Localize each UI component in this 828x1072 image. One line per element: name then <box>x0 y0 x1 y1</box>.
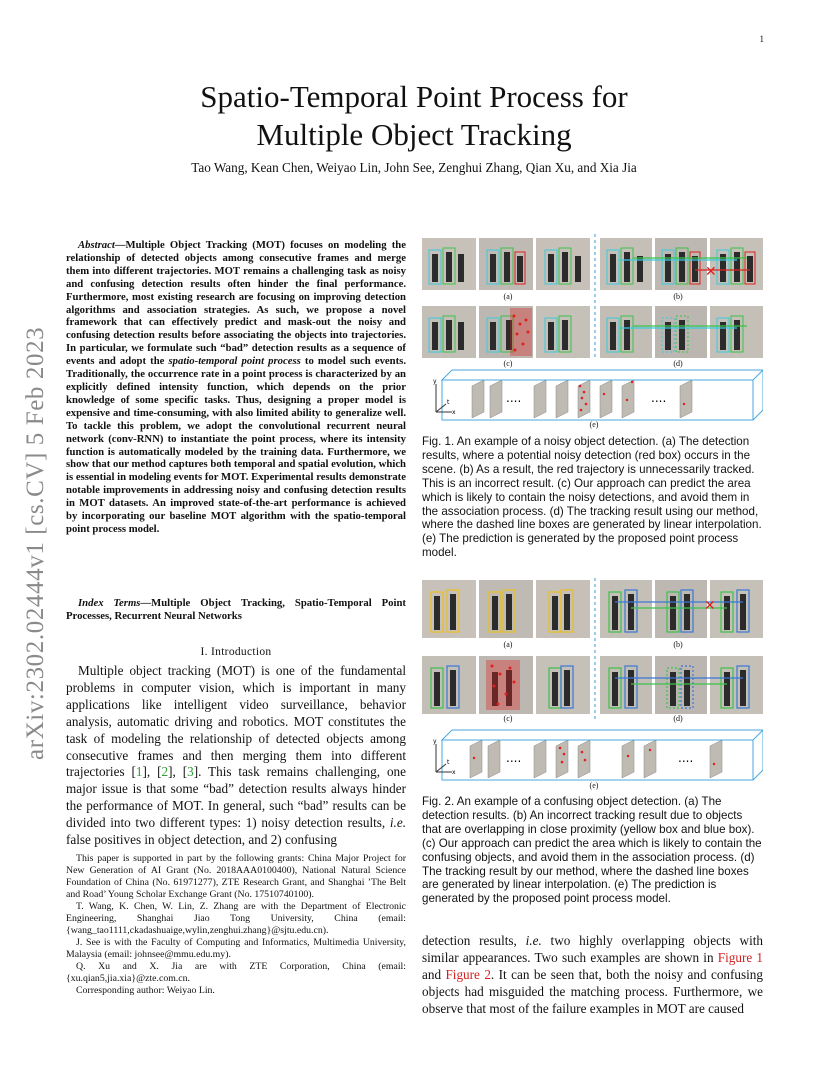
intro-text-1: Multiple object tracking (MOT) is one of the fundamental problems in computer vision, which is important in many applications like intelligent video surveillance, behavior analysis, automatic driving and robotics. MOT constitutes the task of modeling the relationship of detected objects among consecutive frames and then merging them into different trajectories <box>66 663 406 780</box>
abstract <box>66 239 406 536</box>
figure-1-link[interactable]: Figure 1 <box>717 949 763 965</box>
predicted-confusion-region <box>486 660 520 710</box>
abstract-text-2: to model such events. Traditionally, the occurrence rate in a point process is characterized by an explicitly defined intensity function, which depends on the prior knowledge of some specific tasks. Thus, designing a proper model is expensive and time-consuming, with also limited ability to generalize well. To tackle this problem, we adopt the convolutional recurrent neural network (conv-RNN) to instantiate the point process, where its intensity function is automatically modeled by the training data. Furthermore, we show that our method captures both temporal and spatial evolution, which is essential in modeling events for MOT. Experimental results demonstrate notable improvements in addressing noisy and confusing detection results in MOT datasets. An improved state-of-the-art performance is achieved by incorporating our baseline MOT algorithm with the spatio-temporal point process model. <box>66 355 406 535</box>
ellipsis-1: .... <box>506 391 522 405</box>
abstract-label: Abstract <box>78 239 115 251</box>
fig1-label-e: (e) <box>589 420 599 429</box>
footnote-mmu: J. See is with the Faculty of Computing and Informatics, Multimedia University, Malaysia (email: johnsee@mmu.edu.my). <box>66 937 406 960</box>
figure-2 <box>422 578 763 791</box>
right-text-1: detection results, <box>422 933 526 948</box>
right-text-2: two highly overlapping objects with similar appearances. Two such examples are shown in <box>422 933 763 965</box>
figure-2-caption: Fig. 2. An example of a confusing object detection. (a) The detection results. (b) An incorrect tracking result due to objects that are overlapping in close proximity (yellow box and blue box). (c) Our approach can predict the area which is likely to contain the confusing objects, and avoid them in the association process. (d) The tracking result by our method, where the dashed line boxes are generated by linear interpolation. (e) The prediction is generated by the proposed point process model. <box>422 795 762 906</box>
intro-ie: i.e. <box>389 815 406 831</box>
figure-1-row-cd <box>422 306 763 358</box>
ellipsis-1: .... <box>506 751 522 765</box>
abstract-text-1: —Multiple Object Tracking (MOT) focuses on modeling the relationship of detected objects among consecutive frames and merge them into different trajectories. MOT remains a challenging task as noisy and confusing detection results often hinder the final performance. Furthermore, most existing research are focusing on improving detection algorithms and association strategies. As such, we propose a novel framework that can effectively predict and mask-out the noisy and confusing detection results before associating the objects into trajectories. In particular, we formulate such “bad” detection results as a sequence of events and adopt the <box>66 239 406 368</box>
index-terms <box>66 597 406 623</box>
axis-t-label: t <box>447 759 450 766</box>
axis-y-label: y <box>433 378 437 385</box>
fig2-label-d: (d) <box>673 714 683 723</box>
index-terms-label: Index Terms <box>78 597 141 609</box>
footnote-sjtu: T. Wang, K. Chen, W. Lin, Z. Zhang are with the Department of Electronic Engineering, Shanghai Jiao Tong University, China (email: {wang_tao1111,ckadashuaige,wylin,zenghui.zhang}@sjtu.edu.cn). <box>66 901 406 936</box>
fig2-label-a: (a) <box>503 640 513 649</box>
citation-1[interactable]: 1 <box>135 764 143 780</box>
fig1-label-b: (b) <box>673 292 683 301</box>
figure-2-graphic <box>422 578 763 791</box>
axis-y-label: y <box>433 738 437 745</box>
figure-1 <box>422 234 763 430</box>
footnotes <box>66 853 406 997</box>
right-and: and <box>422 966 446 982</box>
axis-t-label: t <box>447 399 450 406</box>
cross-icon: ✕ <box>705 264 717 280</box>
fig1-label-d: (d) <box>673 359 683 368</box>
arxiv-identifier: arXiv:2302.02444v1 [cs.CV] 5 Feb 2023 <box>22 326 49 760</box>
figure-1-graphic <box>422 234 763 430</box>
fig1-label-a: (a) <box>503 292 513 301</box>
cross-icon: ✕ <box>704 598 716 614</box>
intro-text-3: false positives in object detection, and 2) confusing <box>66 832 338 848</box>
footnote-funding: This paper is supported in part by the following grants: China Major Project for New Generation of AI Grant (No. 2018AAA0100400), National Natural Science Foundation of China (No. 61971277), ZTE Research Grant, and Shanghai ’The Belt and Road’ Young Scholar Exchange Grant (No. 17510740100). <box>66 853 406 900</box>
footnote-corresponding: Corresponding author: Weiyao Lin. <box>76 985 215 996</box>
intro-text-2: . This task remains challenging, one major issue is that some “bad” detection results always hinder the performance of MOT. In general, such “bad” results can be divided into two different types: 1) noisy detection results, <box>66 764 406 831</box>
ellipsis-2: .... <box>651 391 667 405</box>
title-line-1: Spatio-Temporal Point Process for <box>200 79 628 114</box>
figure-2-link[interactable]: Figure 2 <box>445 966 491 982</box>
figure-2-row-ab <box>422 580 763 638</box>
abstract-emphasis: spatio-temporal point process <box>168 355 301 368</box>
footnote-zte: Q. Xu and X. Jia are with ZTE Corporation, China (email: {xu.qian5,jia.xia}@zte.com.cn. <box>66 961 406 984</box>
frame-c3 <box>536 656 590 714</box>
figure-1-point-process <box>433 370 763 420</box>
frame-c1 <box>422 656 476 714</box>
page-number: 1 <box>759 34 764 44</box>
right-paragraph <box>422 933 763 1018</box>
frame-a1 <box>422 580 476 638</box>
figure-2-point-process <box>433 730 763 780</box>
figure-2-row-cd <box>422 656 763 714</box>
axis-x-label: x <box>452 409 456 416</box>
right-text-3: . It can be seen that, both the noisy and confusing objects had misguided the matching process. Furthermore, we observe that most of the failure examples in MOT are caused <box>422 966 763 1016</box>
citation-3[interactable]: 3 <box>187 764 194 780</box>
right-ie: i.e. <box>525 933 542 948</box>
axis-x-label: x <box>452 769 456 776</box>
author-list: Tao Wang, Kean Chen, Weiyao Lin, John See, Zenghui Zhang, Qian Xu, and Xia Jia <box>191 160 637 175</box>
fig1-label-c: (c) <box>503 359 513 368</box>
fig2-label-b: (b) <box>673 640 683 649</box>
frame-d1 <box>600 656 652 714</box>
fig2-label-e: (e) <box>589 781 599 790</box>
title-line-2: Multiple Object Tracking <box>256 117 572 152</box>
fig2-label-c: (c) <box>503 714 513 723</box>
figure-1-caption: Fig. 1. An example of a noisy object detection. (a) The detection results, where a potential noisy detection (red box) occurs in the scene. (b) As a result, the red trajectory is unnecessarily tracked. This is an incorrect result. (c) Our approach can predict the area which is likely to contain the noisy detections, and avoid them in the association process. (d) The tracking result using our method, where the dashed line boxes are generated by linear interpolation. (e) The prediction is generated by the proposed point process model. <box>422 435 762 560</box>
ellipsis-2: .... <box>678 751 694 765</box>
index-terms-text: —Multiple Object Tracking, Spatio-Temporal Point Processes, Recurrent Neural Networks <box>66 597 406 622</box>
section-heading: I. Introduction <box>200 646 272 658</box>
frame-a3 <box>536 580 590 638</box>
intro-paragraph: Multiple object tracking (MOT) is one of the fundamental problems in computer vision, which is important in many applications like intelligent video surveillance, behavior analysis, automatic driving and robotics. MOT constitutes the task of modeling the relationship of detected objects among consecutive frames and then merging them into different trajectories [1], [2], [3]. This task remains challenging, one major issue is that some “bad” detection results always hinder the performance of MOT. In general, such “bad” results can be divided into two different types: 1) noisy detection results, i.e. false positives in object detection, and 2) confusing <box>66 663 406 848</box>
citation-2[interactable]: 2 <box>161 764 169 780</box>
frame-b1 <box>600 580 652 638</box>
paper-title <box>0 78 828 154</box>
figure-1-row-ab <box>422 238 763 290</box>
